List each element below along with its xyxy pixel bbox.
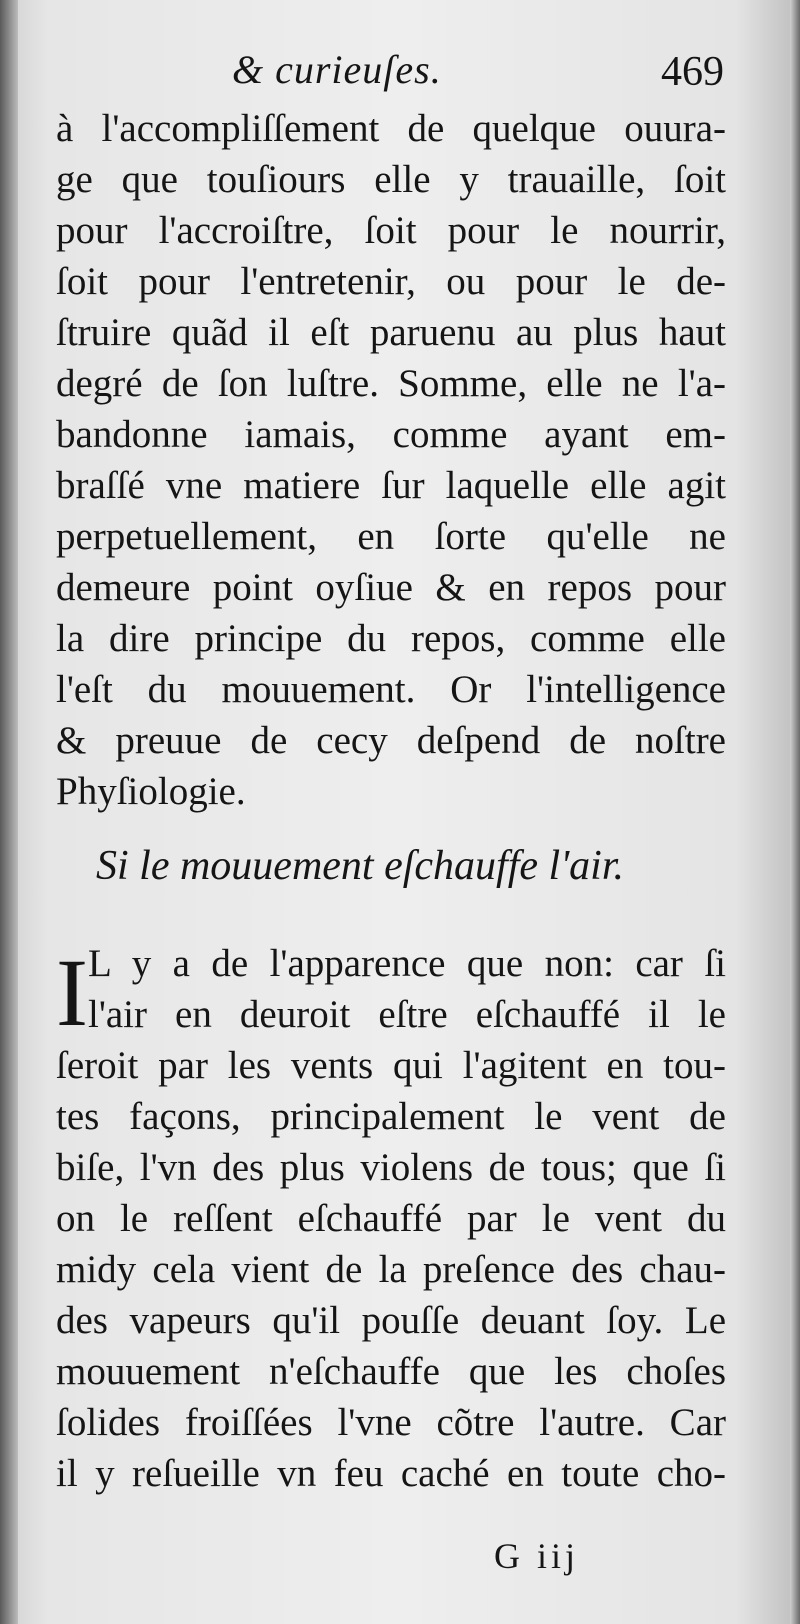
text-line: degré de ſon luſtre. Somme, elle ne l'a- <box>56 362 726 405</box>
text-line: bandonne iamais, comme ayant em- <box>56 413 726 456</box>
text-line: ſoit pour l'entretenir, ou pour le de- <box>56 260 726 303</box>
text-line: la dire principe du repos, comme elle <box>56 617 726 660</box>
text-line: mouuement n'eſchauffe que les choſes <box>56 1350 726 1393</box>
text-line: perpetuellement, en ſorte qu'elle ne <box>56 515 726 558</box>
text-line: & preuue de cecy deſpend de noſtre <box>56 719 726 762</box>
text-line: braſſé vne matiere ſur laquelle elle agit <box>56 464 726 507</box>
text-line: Phyſiologie. <box>56 770 246 813</box>
drop-cap: I <box>56 939 88 1046</box>
text-line: l'eſt du mouuement. Or l'intelligence <box>56 668 726 711</box>
text-line: tes façons, principalement le vent de <box>56 1095 726 1138</box>
page-left-edge <box>0 0 18 1624</box>
text-line: biſe, l'vn des plus violens de tous; que ſi <box>56 1146 726 1189</box>
signature-mark: G iij <box>494 1536 580 1576</box>
text-line: ge que touſiours elle y trauaille, ſoit <box>56 158 726 201</box>
text-line: pour l'accroiſtre, ſoit pour le nourrir, <box>56 209 726 252</box>
text-line: demeure point oyſiue & en repos pour <box>56 566 726 609</box>
text-line: des vapeurs qu'il pouſſe deuant ſoy. Le <box>56 1299 726 1342</box>
text-line: L y a de l'apparence que non: car ſi <box>88 942 726 985</box>
text-line: à l'accompliſſement de quelque ouura- <box>56 107 726 150</box>
section-heading: Si le mouuement eſchauffe l'air. <box>96 843 625 889</box>
text-line: ſtruire quãd il eſt paruenu au plus haut <box>56 311 726 354</box>
page-header <box>56 38 746 108</box>
page-number: 469 <box>661 49 724 95</box>
text-line: midy cela vient de la preſence des chau- <box>56 1248 726 1291</box>
paragraph-2 <box>56 938 726 1499</box>
text-line: on le reſſent eſchauffé par le vent du <box>56 1197 726 1240</box>
text-line: ſolides froiſſées l'vne cõtre l'autre. Car <box>56 1401 726 1444</box>
text-line: il y reſueille vn feu caché en toute cho- <box>56 1452 726 1495</box>
text-line: l'air en deuroit eſtre eſchauffé il le <box>88 993 726 1036</box>
page-right-edge <box>790 0 800 1624</box>
running-title: & curieuſes. <box>232 47 442 92</box>
paragraph-1 <box>56 103 726 817</box>
text-line: ſeroit par les vents qui l'agitent en tou- <box>56 1044 726 1087</box>
